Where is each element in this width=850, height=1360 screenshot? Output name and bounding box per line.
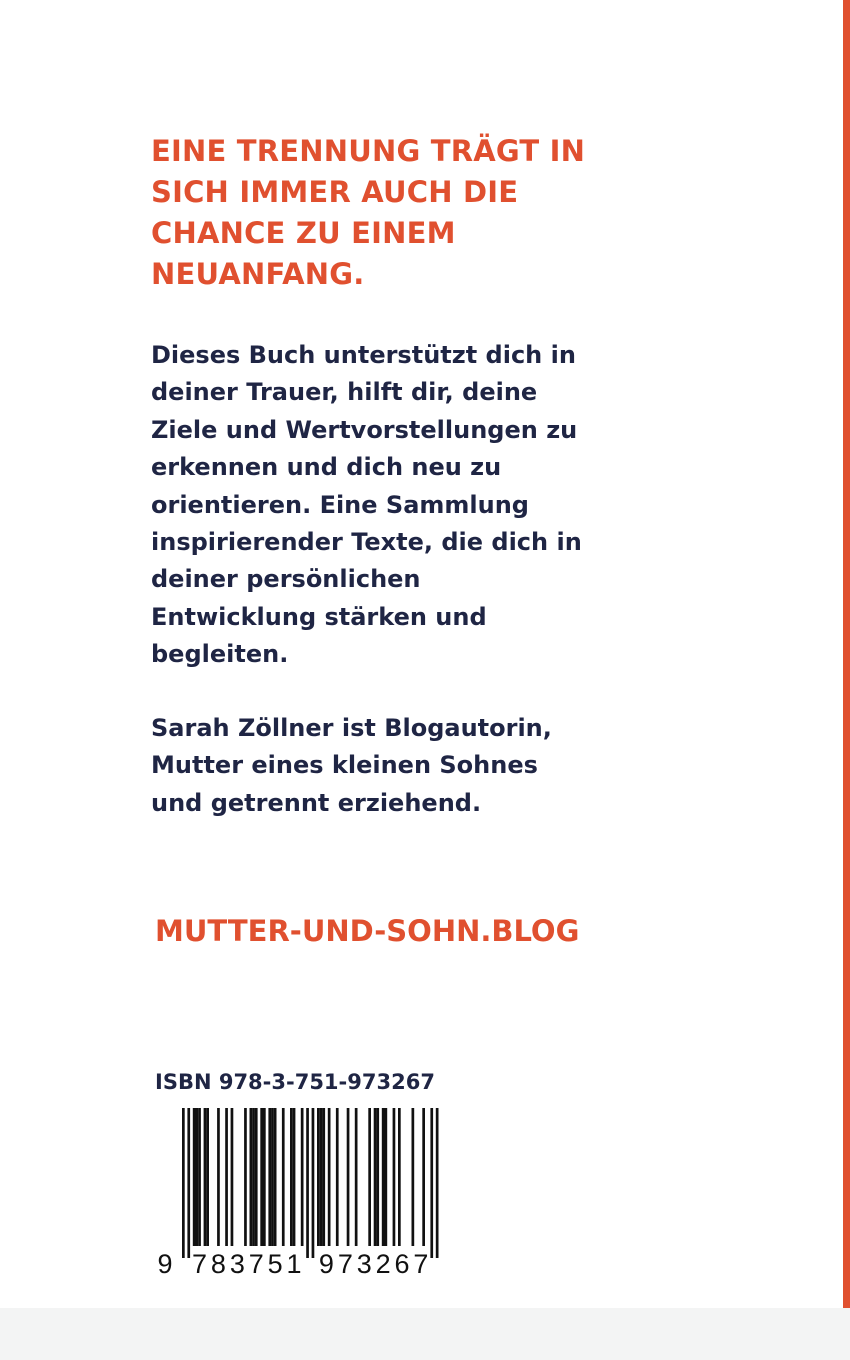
barcode-digit: 7 bbox=[248, 1249, 264, 1278]
barcode-bar bbox=[355, 1108, 358, 1246]
barcode-bar bbox=[204, 1108, 207, 1246]
barcode-bar bbox=[260, 1108, 263, 1246]
barcode-bar bbox=[274, 1108, 277, 1246]
barcode-bar bbox=[290, 1108, 293, 1246]
barcode-bar bbox=[430, 1108, 433, 1258]
barcode-bar bbox=[301, 1108, 304, 1246]
barcode-bar bbox=[374, 1108, 377, 1246]
barcode-graphic bbox=[150, 1106, 450, 1278]
barcode-digit: 1 bbox=[286, 1249, 302, 1278]
barcode-digit: 7 bbox=[337, 1249, 353, 1278]
barcode-bar bbox=[293, 1108, 296, 1246]
barcode-digit: 9 bbox=[157, 1249, 173, 1278]
barcode-digit: 7 bbox=[413, 1249, 429, 1278]
barcode-bar bbox=[187, 1108, 190, 1258]
barcode-bar bbox=[317, 1108, 320, 1246]
author-bio: Sarah Zöllner ist Blogautorin, Mutter eines kleinen Sohnes und getrennt erziehend. bbox=[151, 714, 552, 817]
barcode-digit: 9 bbox=[318, 1249, 334, 1278]
barcode-bar bbox=[217, 1108, 220, 1246]
barcode-bar bbox=[312, 1108, 315, 1258]
spine-edge bbox=[843, 0, 850, 1308]
barcode-bar bbox=[385, 1108, 388, 1246]
barcode-bar bbox=[322, 1108, 325, 1246]
barcode-digit: 7 bbox=[192, 1249, 208, 1278]
barcode-bar bbox=[382, 1108, 385, 1246]
barcode-bar bbox=[368, 1108, 371, 1246]
barcode-bar bbox=[412, 1108, 415, 1246]
barcode-bar bbox=[182, 1108, 185, 1258]
barcode-bar bbox=[196, 1108, 199, 1246]
barcode-bar bbox=[398, 1108, 401, 1246]
barcode-bar bbox=[306, 1108, 309, 1258]
barcode-bar bbox=[328, 1108, 331, 1246]
barcode-digit: 6 bbox=[394, 1249, 410, 1278]
barcode-bar bbox=[263, 1108, 266, 1246]
barcode-bar bbox=[231, 1108, 234, 1246]
barcode-bar bbox=[198, 1108, 201, 1246]
barcode-bar bbox=[225, 1108, 228, 1246]
barcode-bar bbox=[336, 1108, 339, 1246]
barcode-digit: 8 bbox=[210, 1249, 226, 1278]
barcode-bar bbox=[206, 1108, 209, 1246]
barcode-bar bbox=[282, 1108, 285, 1246]
barcode-bar bbox=[436, 1108, 439, 1258]
barcode-bar bbox=[347, 1108, 350, 1246]
barcode-bars bbox=[182, 1108, 439, 1258]
barcode-bar bbox=[320, 1108, 323, 1246]
isbn-label: ISBN 978-3-751-973267 bbox=[155, 1070, 435, 1094]
barcode-digit: 2 bbox=[375, 1249, 391, 1278]
barcode-bar bbox=[422, 1108, 425, 1246]
barcode-bar bbox=[393, 1108, 396, 1246]
barcode-bar bbox=[244, 1108, 247, 1246]
barcode-bar bbox=[255, 1108, 258, 1246]
barcode-bar bbox=[376, 1108, 379, 1246]
barcode-bar bbox=[271, 1108, 274, 1246]
isbn-barcode bbox=[150, 1106, 450, 1278]
barcode-bar bbox=[252, 1108, 255, 1246]
website-link[interactable]: MUTTER-UND-SOHN.BLOG bbox=[155, 914, 580, 948]
barcode-digit: 5 bbox=[267, 1249, 283, 1278]
barcode-digit: 3 bbox=[356, 1249, 372, 1278]
book-description: Dieses Buch unterstützt dich in deiner Trauer, hilft dir, deine Ziele und Wertvorstellungen zu erkennen und dich neu zu orientieren. Eine Sammlung inspirierender Texte, die dich in deiner persönlichen Entwicklung stärken und begleiten. bbox=[151, 341, 582, 669]
barcode-digit: 3 bbox=[229, 1249, 245, 1278]
headline: EINE TRENNUNG TRÄGT IN SICH IMMER AUCH DIE CHANCE ZU EINEM NEUANFANG. bbox=[151, 134, 586, 291]
barcode-bar bbox=[250, 1108, 253, 1246]
barcode-bar bbox=[268, 1108, 271, 1246]
barcode-bar bbox=[193, 1108, 196, 1246]
barcode-digits bbox=[157, 1249, 428, 1278]
